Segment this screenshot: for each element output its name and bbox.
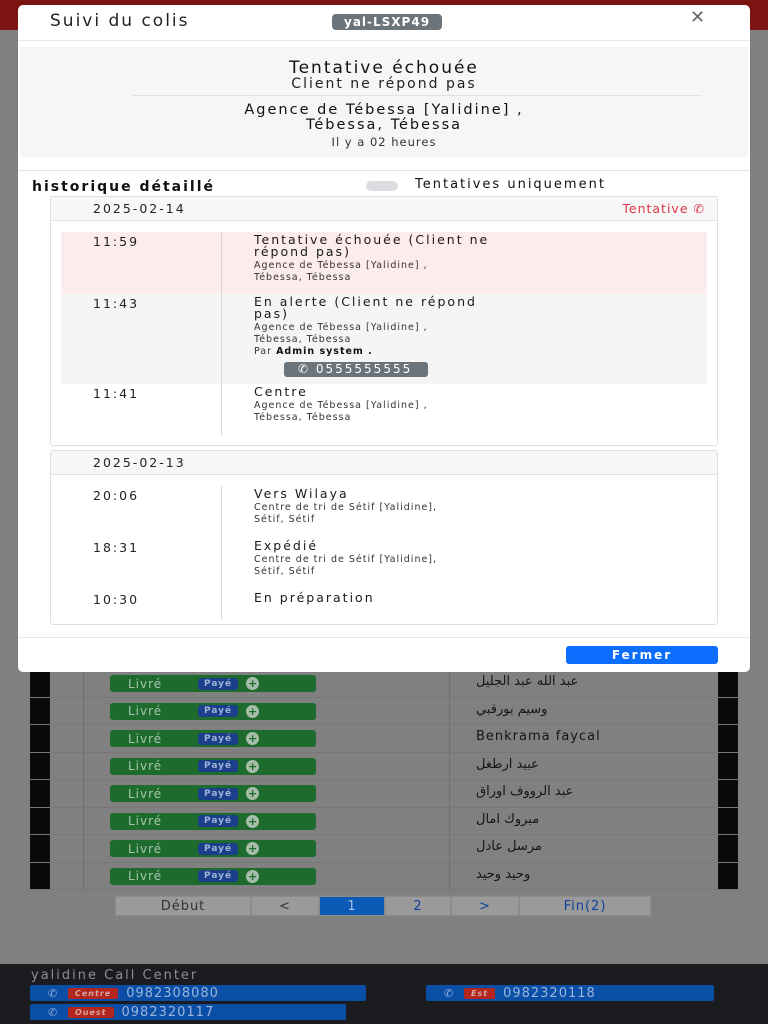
summary-location <box>20 103 748 133</box>
row-edge <box>718 863 738 890</box>
status-chip[interactable] <box>110 675 316 692</box>
event-location: Agence de Tébessa [Yalidine] , <box>254 400 428 411</box>
row-edge <box>718 753 738 780</box>
customer-name: وسيم بورقبي <box>476 701 548 717</box>
summary-time-ago: Il y a 02 heures <box>331 135 437 149</box>
delivery-status: Livré <box>128 786 163 801</box>
row-cell <box>50 753 84 780</box>
row-cell <box>50 670 84 697</box>
close-button[interactable]: Fermer <box>566 646 718 664</box>
timeline-line <box>221 590 222 620</box>
attempt-flag-label: Tentative <box>622 201 689 216</box>
history-header <box>18 170 750 195</box>
row-cell <box>50 725 84 752</box>
table-row[interactable] <box>30 863 738 891</box>
table-row[interactable] <box>30 753 738 781</box>
timeline-line <box>221 294 222 384</box>
payment-badge: Payé <box>198 733 238 745</box>
page-2-button[interactable]: 2 <box>385 896 451 916</box>
call-center-title: yalidine Call Center <box>31 968 199 983</box>
timeline-event <box>61 538 707 590</box>
pagination <box>115 896 651 916</box>
row-edge <box>718 725 738 752</box>
table-row[interactable] <box>30 835 738 863</box>
phone-icon: ✆ <box>48 1005 58 1019</box>
row-edge <box>30 725 50 752</box>
customer-name: مرسل عادل <box>476 839 542 854</box>
payment-badge: Payé <box>198 760 238 772</box>
row-edge <box>30 863 50 890</box>
summary-status: Tentative échouée <box>289 58 479 78</box>
timeline-event <box>61 232 707 294</box>
row-edge <box>30 698 50 725</box>
delivery-status: Livré <box>128 676 163 691</box>
phone-number: 0982320118 <box>503 985 596 1001</box>
payment-badge: Payé <box>198 705 238 717</box>
day-card <box>50 450 718 625</box>
status-chip[interactable] <box>110 703 316 720</box>
event-time: 10:30 <box>93 592 140 607</box>
row-edge <box>718 835 738 862</box>
event-location: Tébessa, Tébessa <box>254 334 352 345</box>
page-1-button[interactable]: 1 <box>319 896 385 916</box>
modal-footer <box>18 637 750 672</box>
event-title: Tentative échouée (Client ne <box>254 232 490 247</box>
page-next-button[interactable]: > <box>451 896 519 916</box>
day-date: 2025-02-14 <box>93 201 186 216</box>
row-edge <box>718 808 738 835</box>
row-edge <box>30 835 50 862</box>
modal-title: Suivi du colis <box>50 11 190 31</box>
row-cell <box>50 863 84 890</box>
orders-table <box>30 670 738 890</box>
phone-icon: ✆ <box>444 986 454 1000</box>
row-edge <box>30 670 50 697</box>
row-edge <box>718 698 738 725</box>
attempts-toggle-label[interactable]: Tentatives uniquement <box>415 177 606 192</box>
event-location: Sétif, Sétif <box>254 566 316 577</box>
timeline-line <box>221 486 222 538</box>
plus-circle-icon[interactable]: + <box>248 842 258 855</box>
tracking-badge: yal-LSXP49 <box>332 14 442 30</box>
delivery-status: Livré <box>128 814 163 828</box>
customer-name: عبيد ارطغل <box>476 756 539 772</box>
author-phone-number: 0555555555 <box>315 362 413 376</box>
event-time: 11:59 <box>93 234 140 249</box>
phone-icon: ✆ <box>48 986 58 1000</box>
contact-est[interactable] <box>426 985 714 1001</box>
event-location: Sétif, Sétif <box>254 514 316 525</box>
history-label: historique détaillé <box>32 179 216 195</box>
plus-circle-icon[interactable]: + <box>248 759 258 773</box>
status-chip[interactable] <box>110 785 316 802</box>
delivery-status: Livré <box>128 704 163 718</box>
status-summary <box>20 47 748 158</box>
status-chip[interactable] <box>110 758 316 775</box>
page-prev-button[interactable]: < <box>251 896 319 916</box>
timeline-event <box>61 294 707 384</box>
day-header <box>51 451 717 475</box>
event-title: Centre <box>254 384 308 399</box>
event-location: Centre de tri de Sétif [Yalidine], <box>254 502 438 513</box>
contact-centre[interactable] <box>30 985 366 1001</box>
phone-number: 0982320117 <box>121 1004 215 1020</box>
delivery-status: Livré <box>128 841 163 856</box>
plus-circle-icon[interactable]: + <box>248 732 258 745</box>
row-cell <box>50 780 84 807</box>
event-title: En alerte (Client ne répond <box>254 294 477 309</box>
row-edge <box>30 808 50 835</box>
row-edge <box>718 670 738 697</box>
attempt-icon: ✆ <box>693 201 705 216</box>
plus-circle-icon[interactable]: + <box>248 677 258 690</box>
timeline-event <box>61 384 707 436</box>
contact-ouest[interactable] <box>30 1004 346 1020</box>
row-edge <box>30 753 50 780</box>
row-cell <box>50 835 84 862</box>
event-title: Expédié <box>254 538 319 553</box>
author-phone-badge[interactable] <box>284 362 428 377</box>
event-location: Centre de tri de Sétif [Yalidine], <box>254 554 438 565</box>
summary-location-line: Tébessa, Tébessa <box>305 117 463 133</box>
table-row[interactable] <box>30 698 738 726</box>
event-location: Tébessa, Tébessa <box>254 272 352 283</box>
payment-badge: Payé <box>198 815 238 827</box>
delivery-status: Livré <box>128 869 163 883</box>
table-row[interactable] <box>30 725 738 753</box>
event-time: 11:43 <box>93 296 140 311</box>
timeline-line <box>221 384 222 436</box>
attempt-flag <box>622 201 705 216</box>
timeline-line <box>221 232 222 294</box>
event-location: Agence de Tébessa [Yalidine] , <box>254 322 428 333</box>
region-badge: Est <box>464 988 495 999</box>
event-time: 20:06 <box>93 488 140 503</box>
event-author <box>254 346 694 358</box>
table-row[interactable] <box>30 670 738 698</box>
event-title: Vers Wilaya <box>254 486 349 501</box>
author-name: Admin system . <box>276 346 373 357</box>
page-last-button[interactable]: Fin(2) <box>519 896 651 916</box>
day-header <box>51 197 717 221</box>
call-center-footer <box>0 964 768 1024</box>
phone-icon: ✆ <box>298 362 316 376</box>
status-chip[interactable] <box>110 840 316 857</box>
phone-number: 0982308080 <box>126 985 219 1001</box>
event-location: Agence de Tébessa [Yalidine] , <box>254 260 428 271</box>
row-edge <box>718 780 738 807</box>
day-card <box>50 196 718 446</box>
plus-circle-icon[interactable]: + <box>248 814 258 828</box>
customer-name: عبد الرووف اوراق <box>476 784 574 799</box>
table-row[interactable] <box>30 808 738 836</box>
row-cell <box>50 698 84 725</box>
customer-name: مبروك امال <box>476 811 540 827</box>
event-location: Tébessa, Tébessa <box>254 412 352 423</box>
timeline-event <box>61 486 707 538</box>
customer-name: Benkrama faycal <box>476 729 601 744</box>
delivery-status: Livré <box>128 759 163 773</box>
row-edge <box>30 780 50 807</box>
timeline-event <box>61 590 707 620</box>
payment-badge: Payé <box>198 843 238 855</box>
modal-header <box>18 5 750 41</box>
event-time: 18:31 <box>93 540 140 555</box>
table-row[interactable] <box>30 780 738 808</box>
event-time: 11:41 <box>93 386 140 401</box>
customer-name: عبد الله عبد الجليل <box>476 674 579 689</box>
payment-badge: Payé <box>198 870 238 882</box>
customer-name: وحيد وحيد <box>476 866 531 882</box>
author-prefix: Par <box>254 346 273 357</box>
status-chip[interactable] <box>110 813 316 830</box>
close-icon[interactable]: ✕ <box>690 7 706 28</box>
page-first-button[interactable]: Début <box>115 896 251 916</box>
event-title: pas) <box>254 306 289 321</box>
plus-circle-icon[interactable]: + <box>248 704 258 718</box>
day-date: 2025-02-13 <box>93 455 186 470</box>
status-chip[interactable] <box>110 730 316 747</box>
plus-circle-icon[interactable]: + <box>248 869 258 883</box>
summary-reason: Client ne répond pas <box>291 76 477 92</box>
region-badge: Ouest <box>68 1007 114 1018</box>
attempts-toggle[interactable] <box>366 181 398 191</box>
summary-divider <box>132 95 702 96</box>
event-title: En préparation <box>254 590 375 605</box>
tracking-modal <box>18 5 750 672</box>
payment-badge: Payé <box>198 788 238 800</box>
summary-location-line: Agence de Tébessa [Yalidine] , <box>244 102 524 118</box>
delivery-status: Livré <box>128 731 163 746</box>
region-badge: Centre <box>68 988 118 999</box>
payment-badge: Payé <box>198 678 238 690</box>
status-chip[interactable] <box>110 868 316 885</box>
row-cell <box>50 808 84 835</box>
event-title: répond pas) <box>254 244 351 259</box>
plus-circle-icon[interactable]: + <box>248 787 258 800</box>
timeline-line <box>221 538 222 590</box>
